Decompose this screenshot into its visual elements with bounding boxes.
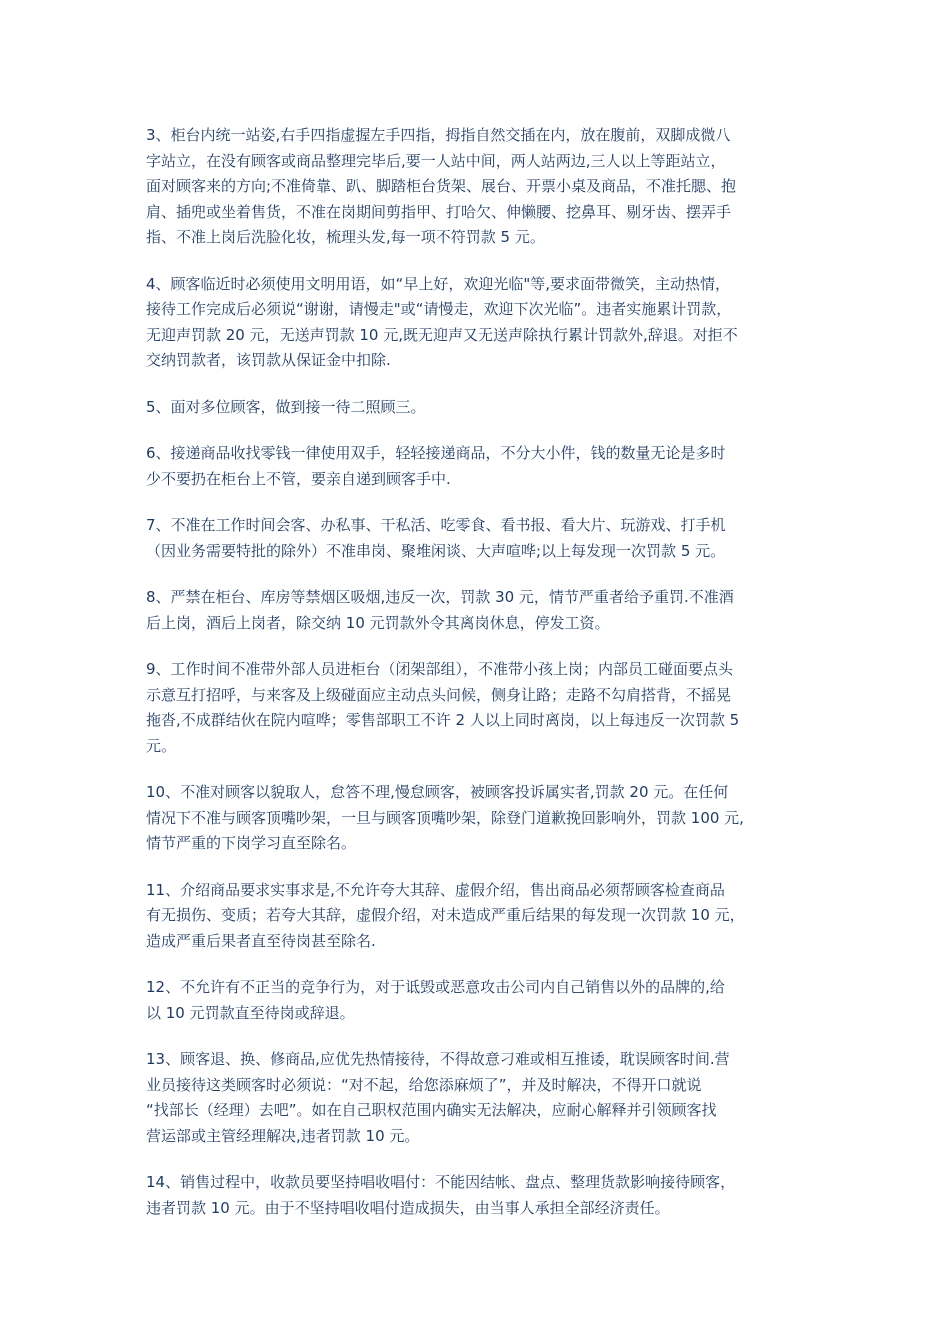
rule-paragraph-9: 9、工作时间不准带外部人员进柜台（闭架部组），不准带小孩上岗；内部员工碰面要点头 示意互打招呼，与来客及上级碰面应主动点头问候，侧身让路；走路不勾肩搭背，不摇晃 拖沓,不成群结伙在院内喧哗；零售部职工不许 2 人以上同时离岗，以上每违反一次罚款 5 元。 (146, 660, 740, 755)
rule-paragraph-7: 7、不准在工作时间会客、办私事、干私活、吃零食、看书报、看大片、玩游戏、打手机 （因业务需要特批的除外）不准串岗、聚堆闲谈、大声喧哗;以上每发现一次罚款 5 元。 (146, 516, 726, 560)
rule-paragraph-12: 12、不允许有不正当的竞争行为，对于诋毁或恶意攻击公司内自己销售以外的品牌的,给 以 10 元罚款直至待岗或辞退。 (146, 978, 725, 1022)
rule-paragraph-8: 8、严禁在柜台、库房等禁烟区吸烟,违反一次，罚款 30 元，情节严重者给予重罚.不准酒 后上岗，酒后上岗者，除交纳 10 元罚款外令其离岗休息，停发工资。 (146, 588, 734, 632)
rule-paragraph-14: 14、销售过程中，收款员要坚持唱收唱付：不能因结帐、盘点、整理货款影响接待顾客， 违者罚款 10 元。由于不坚持唱收唱付造成损失，由当事人承担全部经济责任。 (146, 1173, 736, 1217)
rule-paragraph-10: 10、不准对顾客以貌取人，怠答不理,慢怠顾客，被顾客投诉属实者,罚款 20 元。在任何 情况下不准与顾客顶嘴吵架，一旦与顾客顶嘴吵架，除登门道歉挽回影响外，罚款 100 元, 情节严重的下岗学习直至除名。 (146, 783, 744, 852)
rule-paragraph-6: 6、接递商品收找零钱一律使用双手，轻轻接递商品，不分大小件，钱的数量无论是多时 少不要扔在柜台上不管，要亲自递到顾客手中. (146, 444, 726, 488)
rule-paragraph-11: 11、介绍商品要求实事求是,不允许夸大其辞、虚假介绍，售出商品必须帮顾客检查商品 有无损伤、变质；若夸大其辞，虚假介绍，对未造成严重后结果的每发现一次罚款 10 元， 造成严重后果者直至待岗甚至除名. (146, 880, 745, 950)
rule-paragraph-5: 5、面对多位顾客，做到接一待二照顾三。 (146, 397, 426, 416)
document-body (146, 123, 818, 1242)
rule-paragraph-3: 3、柜台内统一站姿,右手四指虚握左手四指，拇指自然交插在内，放在腹前，双脚成微八 字站立，在没有顾客或商品整理完毕后,要一人站中间，两人站两边,三人以上等距站立， 面对顾客来的方向;不准倚靠、趴、脚踏柜台货架、展台、开票小桌及商品，不准托腮、抱 肩、插兜或坐着售货，不准在岗期间剪指甲、打哈欠、伸懒腰、挖鼻耳、剔牙齿、摆弄手 指、不准上岗后洗脸化妆，梳理头发,每一项不符罚款 5 元。 (146, 126, 737, 246)
rule-paragraph-4: 4、顾客临近时必须使用文明用语，如“早上好，欢迎光临"等,要求面带微笑，主动热情， 接待工作完成后必须说“谢谢，请慢走"或“请慢走，欢迎下次光临”。违者实施累计罚款， 无迎声罚款 20 元，无送声罚款 10 元,既无迎声又无送声除执行累计罚款外,辞退。对拒不 交纳罚款者，该罚款从保证金中扣除. (146, 274, 738, 369)
rule-paragraph-13: 13、顾客退、换、修商品,应优先热情接待，不得故意刁难或相互推诿，耽误顾客时间.营 业员接待这类顾客时必须说：“对不起，给您添麻烦了”，并及时解决，不得开口就说 “找部长（经理）去吧”。如在自己职权范围内确实无法解决，应耐心解释并引领顾客找 营运部或主管经理解决,违者罚款 10 元。 (146, 1050, 730, 1145)
